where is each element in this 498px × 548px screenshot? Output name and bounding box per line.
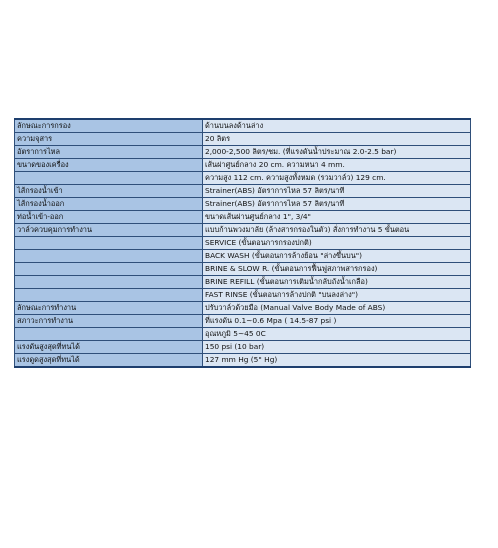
spec-value-cell: 20 ลิตร	[203, 133, 471, 146]
spec-label-cell: ความจุสาร	[15, 133, 203, 146]
spec-value-cell: BACK WASH (ขั้นตอนการล้างย้อน "ล่างขึ้นบน")	[203, 250, 471, 263]
spec-row	[15, 211, 471, 224]
spec-value-cell: 150 psi (10 bar)	[203, 341, 471, 354]
spec-row	[15, 133, 471, 146]
spec-value-cell: อุณหภูมิ 5~45 0C	[203, 328, 471, 341]
spec-row	[15, 237, 471, 250]
spec-label-cell	[15, 172, 203, 185]
spec-value-cell: เส้นผ่าศูนย์กลาง 20 cm. ความหนา 4 mm.	[203, 159, 471, 172]
spec-value-cell: Strainer(ABS) อัตราการไหล 57 ลิตร/นาที	[203, 198, 471, 211]
spec-row	[15, 341, 471, 354]
spec-label-cell: อัตราการไหล	[15, 146, 203, 159]
spec-value-cell: ปรับวาล์วด้วยมือ (Manual Valve Body Made of ABS)	[203, 302, 471, 315]
spec-row	[15, 198, 471, 211]
spec-value-cell: ที่แรงดัน 0.1~0.6 Mpa ( 14.5-87 psi )	[203, 315, 471, 328]
spec-value-cell: 127 mm Hg (5" Hg)	[203, 354, 471, 368]
specification-table-body	[15, 119, 471, 367]
spec-label-cell	[15, 276, 203, 289]
spec-row	[15, 146, 471, 159]
spec-value-cell: Strainer(ABS) อัตราการไหล 57 ลิตร/นาที	[203, 185, 471, 198]
spec-row	[15, 354, 471, 368]
spec-row	[15, 289, 471, 302]
spec-row	[15, 263, 471, 276]
spec-value-cell: SERVICE (ขั้นตอนการกรองปกติ)	[203, 237, 471, 250]
spec-value-cell: BRINE REFILL (ขั้นตอนการเติมน้ำกลับถังน้ำเกลือ)	[203, 276, 471, 289]
spec-label-cell: ไส้กรองน้ำเข้า	[15, 185, 203, 198]
specification-table	[14, 118, 471, 368]
spec-value-cell: แบบก้านพวงมาลัย (ล้างสารกรองในตัว) สั่งการทำงาน 5 ขั้นตอน	[203, 224, 471, 237]
spec-row	[15, 119, 471, 133]
spec-label-cell	[15, 250, 203, 263]
spec-value-cell: 2,000-2,500 ลิตร/ชม. (ที่แรงดันน้ำประมาณ 2.0-2.5 bar)	[203, 146, 471, 159]
spec-label-cell: สภาวะการทำงาน	[15, 315, 203, 328]
spec-row	[15, 172, 471, 185]
spec-row	[15, 276, 471, 289]
spec-row	[15, 250, 471, 263]
spec-value-cell: ขนาดเส้นผ่านศูนย์กลาง 1", 3/4"	[203, 211, 471, 224]
spec-label-cell: วาล์วควบคุมการทำงาน	[15, 224, 203, 237]
spec-label-cell: ขนาดของเครื่อง	[15, 159, 203, 172]
spec-label-cell: แรงดันสูงสุดที่ทนได้	[15, 341, 203, 354]
spec-row	[15, 328, 471, 341]
spec-row	[15, 185, 471, 198]
spec-label-cell	[15, 289, 203, 302]
spec-label-cell: ท่อน้ำเข้า-ออก	[15, 211, 203, 224]
spec-label-cell: ไส้กรองน้ำออก	[15, 198, 203, 211]
spec-label-cell	[15, 237, 203, 250]
spec-value-cell: BRINE & SLOW R. (ขั้นตอนการฟื้นฟูสภาพสารกรอง)	[203, 263, 471, 276]
spec-label-cell: ลักษณะการกรอง	[15, 119, 203, 133]
spec-row	[15, 224, 471, 237]
spec-value-cell: ความสูง 112 cm. ความสูงทั้งหมด (รวมวาล์ว) 129 cm.	[203, 172, 471, 185]
spec-label-cell: ลักษณะการทำงาน	[15, 302, 203, 315]
spec-value-cell: ด้านบนลงด้านล่าง	[203, 119, 471, 133]
spec-label-cell: แรงดูดสูงสุดที่ทนได้	[15, 354, 203, 368]
spec-row	[15, 302, 471, 315]
spec-row	[15, 159, 471, 172]
spec-value-cell: FAST RINSE (ขั้นตอนการล้างปกติ "บนลงล่าง")	[203, 289, 471, 302]
spec-label-cell	[15, 263, 203, 276]
spec-label-cell	[15, 328, 203, 341]
spec-row	[15, 315, 471, 328]
